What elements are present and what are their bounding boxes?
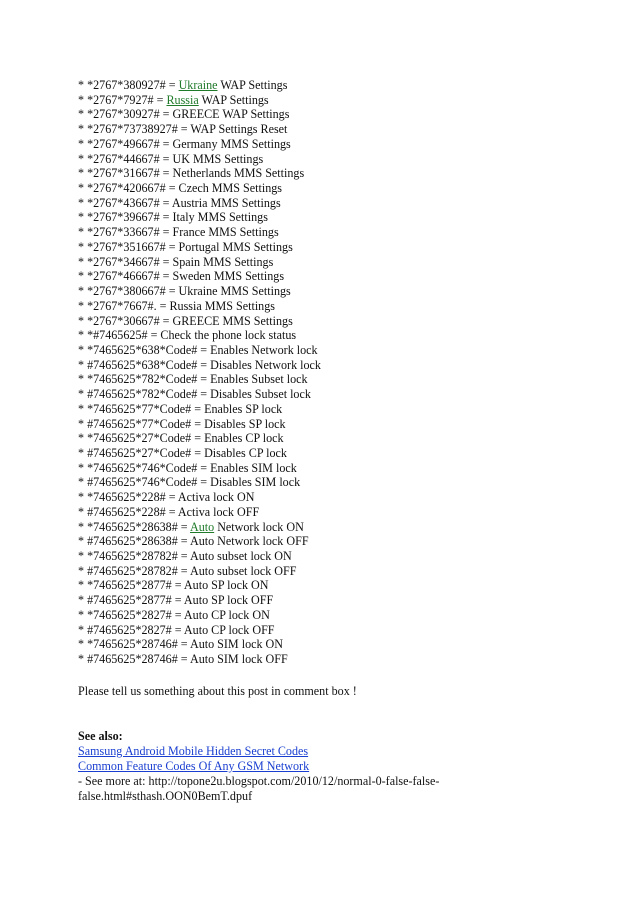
code-text: * #7465625*27*Code# = Disables CP lock [78, 445, 287, 460]
code-list-item [78, 328, 321, 343]
code-text: * *2767*30667# = GREECE MMS Settings [78, 313, 293, 328]
code-text: * #7465625*77*Code# = Disables SP lock [78, 416, 286, 431]
code-list-item [78, 431, 321, 446]
code-text-suffix: Network lock ON [214, 519, 304, 534]
code-list-item [78, 196, 321, 211]
comment-prompt: Please tell us something about this post in comment box ! [78, 684, 357, 698]
code-list-item [78, 564, 321, 579]
secret-codes-list [78, 78, 321, 667]
code-list-item [78, 358, 321, 373]
code-text: * *2767*7927# = [78, 92, 167, 107]
see-also-heading: See also: [78, 729, 123, 743]
inline-keyword-link[interactable]: Auto [189, 519, 215, 534]
code-text: * *2767*351667# = Portugal MMS Settings [78, 239, 293, 254]
code-text: * *2767*73738927# = WAP Settings Reset [78, 122, 288, 137]
code-list-item [78, 549, 321, 564]
code-text: * *2767*43667# = Austria MMS Settings [78, 195, 281, 210]
code-list-item [78, 284, 321, 299]
code-text: * #7465625*2827# = Auto CP lock OFF [78, 622, 275, 637]
code-text: * *7465625*28746# = Auto SIM lock ON [78, 637, 284, 652]
code-text: * *7465625*2827# = Auto CP lock ON [78, 607, 270, 622]
code-text: * *2767*49667# = Germany MMS Settings [78, 136, 291, 151]
code-text: * *7465625*228# = Activa lock ON [78, 490, 255, 505]
code-text: * *2767*31667# = Netherlands MMS Settings [78, 166, 305, 181]
code-text-suffix: WAP Settings [217, 78, 288, 92]
code-list-item [78, 255, 321, 270]
code-text: * *2767*46667# = Sweden MMS Settings [78, 269, 285, 284]
code-list-item [78, 314, 321, 329]
code-list-item [78, 475, 321, 490]
code-list-item [78, 343, 321, 358]
code-list-item [78, 417, 321, 432]
code-list-item [78, 490, 321, 505]
code-list-item [78, 137, 321, 152]
see-also-link-gsm-feature-codes[interactable]: Common Feature Codes Of Any GSM Network [78, 759, 310, 773]
code-text: * *2767*380927# = [78, 78, 179, 92]
code-text: * *7465625*638*Code# = Enables Network lock [78, 342, 318, 357]
code-text: * *7465625*28638# = [78, 519, 190, 534]
code-text: * *7465625*2877# = Auto SP lock ON [78, 578, 269, 593]
code-list-item [78, 446, 321, 461]
code-list-item [78, 107, 321, 122]
code-list-item [78, 181, 321, 196]
code-text: * #7465625*638*Code# = Disables Network lock [78, 357, 321, 372]
inline-keyword-link[interactable]: Russia [166, 92, 199, 107]
code-list-item [78, 402, 321, 417]
code-text: * *2767*7667#. = Russia MMS Settings [78, 298, 275, 313]
code-text: * #7465625*746*Code# = Disables SIM lock [78, 475, 301, 490]
code-list-item [78, 608, 321, 623]
code-text: * #7465625*28746# = Auto SIM lock OFF [78, 652, 288, 667]
code-list-item [78, 269, 321, 284]
code-list-item [78, 152, 321, 167]
see-also-link-samsung-codes[interactable]: Samsung Android Mobile Hidden Secret Codes [78, 744, 309, 758]
code-list-item [78, 240, 321, 255]
code-list-item [78, 637, 321, 652]
code-text: * *7465625*27*Code# = Enables CP lock [78, 431, 284, 446]
code-text: * #7465625*228# = Activa lock OFF [78, 504, 260, 519]
code-list-item [78, 372, 321, 387]
see-more-url: - See more at: http://topone2u.blogspot.com/2010/12/normal-0-false-false-false.html#sthash.OON0BemT.dpuf [78, 774, 440, 803]
code-list-item [78, 299, 321, 314]
code-list-item [78, 461, 321, 476]
code-text-suffix: WAP Settings [198, 92, 269, 107]
code-list-item [78, 122, 321, 137]
code-text: * *#7465625# = Check the phone lock status [78, 328, 297, 343]
code-text: * *7465625*28782# = Auto subset lock ON [78, 549, 292, 563]
code-list-item [78, 652, 321, 667]
code-text: * #7465625*28782# = Auto subset lock OFF [78, 563, 297, 578]
code-text: * *2767*30927# = GREECE WAP Settings [78, 107, 290, 122]
code-text: * *7465625*782*Code# = Enables Subset lock [78, 372, 308, 387]
code-text: * *2767*34667# = Spain MMS Settings [78, 254, 274, 269]
code-text: * #7465625*782*Code# = Disables Subset lock [78, 387, 311, 402]
code-text: * *2767*420667# = Czech MMS Settings [78, 181, 283, 196]
code-text: * *2767*380667# = Ukraine MMS Settings [78, 284, 291, 299]
code-list-item [78, 210, 321, 225]
code-list-item [78, 593, 321, 608]
code-text: * #7465625*28638# = Auto Network lock OFF [78, 534, 309, 549]
code-list-item [78, 166, 321, 181]
code-list-item [78, 93, 321, 108]
code-list-item [78, 387, 321, 402]
code-list-item [78, 505, 321, 520]
inline-keyword-link[interactable]: Ukraine [178, 78, 218, 92]
code-text: * *2767*33667# = France MMS Settings [78, 225, 279, 240]
code-list-item [78, 225, 321, 240]
code-list-item [78, 78, 321, 93]
code-list-item [78, 623, 321, 638]
code-text: * *2767*39667# = Italy MMS Settings [78, 210, 268, 225]
code-list-item [78, 578, 321, 593]
code-text: * *7465625*77*Code# = Enables SP lock [78, 401, 283, 416]
code-list-item [78, 534, 321, 549]
see-also-section [78, 729, 558, 804]
code-text: * #7465625*2877# = Auto SP lock OFF [78, 593, 274, 608]
code-text: * *7465625*746*Code# = Enables SIM lock [78, 460, 297, 475]
code-list-item [78, 520, 321, 535]
code-text: * *2767*44667# = UK MMS Settings [78, 151, 264, 166]
